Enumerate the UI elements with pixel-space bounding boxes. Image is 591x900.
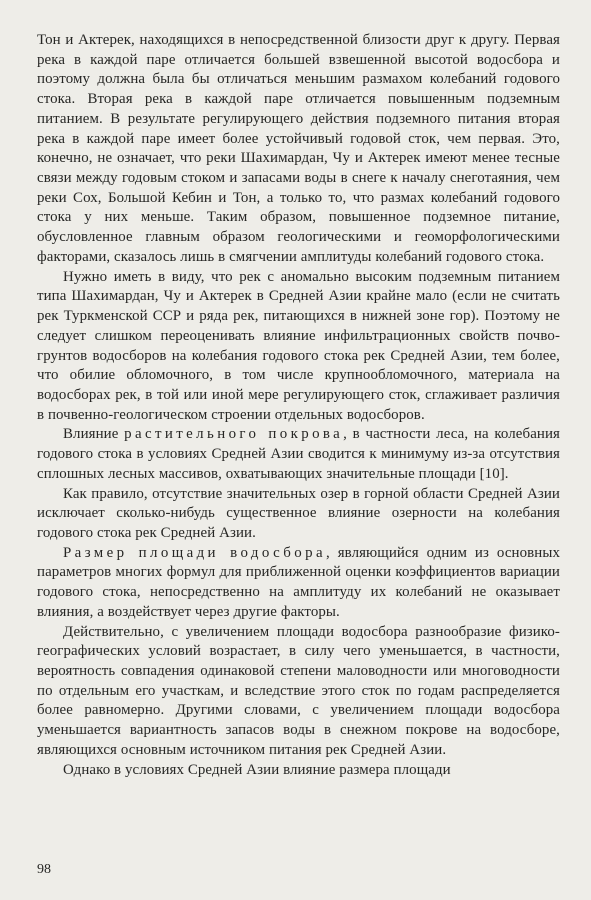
paragraph-3-lead: Влияние — [63, 426, 125, 443]
paragraph-5 — [37, 544, 560, 623]
paragraph-5-spaced-term: Размер площади водосбора — [63, 544, 326, 561]
paragraph-1-text: Тон и Актерек, находящихся в непосредственной близости друг к другу. Первая река в каждой паре отличается большей взвешенной высотой водосбора и поэтому должна была бы отличаться меньшим размахом колебаний годового стока. Вторая река в каждой паре отличается повышенным подземным питанием. В результате регулирующего действия подземного питания вторая река в каждой паре имеет более устойчивый годовой сток, чем первая. Это, конечно, не означает, что реки Шахимардан, Чу и Актерек имеют менее тесные связи между годовым стоком и запасами воды в снеге к началу снеготаяния, чем реки Сох, Большой Кебин и Тон, а только то, что размах колебаний годового стока у них меньше. Таким образом, повышенное подземное питание, обусловленное главным образом геологическими и геоморфологическими факторами, сказалось лишь в смягчении амплитуды колебаний годового стока. — [37, 32, 560, 265]
paragraph-5-rest: , являющийся одним из основных параметров многих формул для приближенной оценки коэффициентов вариации годового стока, непосредственно на амплитуду их колебаний не оказывает влияния, а воздействует через другие факторы. — [37, 544, 560, 620]
paragraph-4-text: Как правило, отсутствие значительных озер в горной области Средней Азии исключает сколько-нибудь существенное влияние озерности на колебания годового стока рек Средней Азии. — [37, 485, 560, 541]
page-number: 98 — [37, 862, 51, 877]
paragraph-3-rest: , в частности леса, на колебания годового стока в условиях Средней Азии сводится к минимуму из-за отсутствия сплошных лесных массивов, охватывающих значительные площади [10]. — [37, 426, 560, 482]
paragraph-3-spaced-term: растительного покрова — [124, 426, 344, 443]
paragraph-6-text: Действительно, с увеличением площади водосбора разнообразие физико-географических условий возрастает, в силу чего уменьшается, в частности, вероятность совпадения одинаковой степени маловодности или многоводности по отдельным его участкам, и вследствие этого сток по годам распределяется более равномерно. Другими словами, с увеличением площади водосбора уменьшается вариантность запасов воды в снежном покрове на водосборе, являющихся основным источником питания рек Средней Азии. — [37, 623, 560, 758]
body-text — [37, 31, 560, 780]
paragraph-2 — [37, 268, 560, 426]
paragraph-2-text: Нужно иметь в виду, что рек с аномально высоким подземным питанием типа Шахимардан, Чу и Актерек в Средней Азии крайне мало (если не считать рек Туркменской ССР и ряда рек, питающихся в нижней зоне гор). Поэтому не следует слишком переоценивать влияние инфильтрационных свойств почво-грунтов водосборов на колебания годового стока рек Средней Азии, тем более, что обилие обломочного, в том числе крупнообломочного, материала на водосборах рек, в той или иной мере регулирующего сток, сглаживает различия в почвенно-геологическом строении отдельных водосборов. — [37, 268, 560, 423]
paragraph-6 — [37, 623, 560, 761]
paragraph-3 — [37, 425, 560, 484]
paragraph-1 — [37, 31, 560, 268]
paragraph-4 — [37, 485, 560, 544]
paragraph-7 — [37, 761, 560, 781]
paragraph-7-text: Однако в условиях Средней Азии влияние размера площади — [63, 761, 451, 778]
